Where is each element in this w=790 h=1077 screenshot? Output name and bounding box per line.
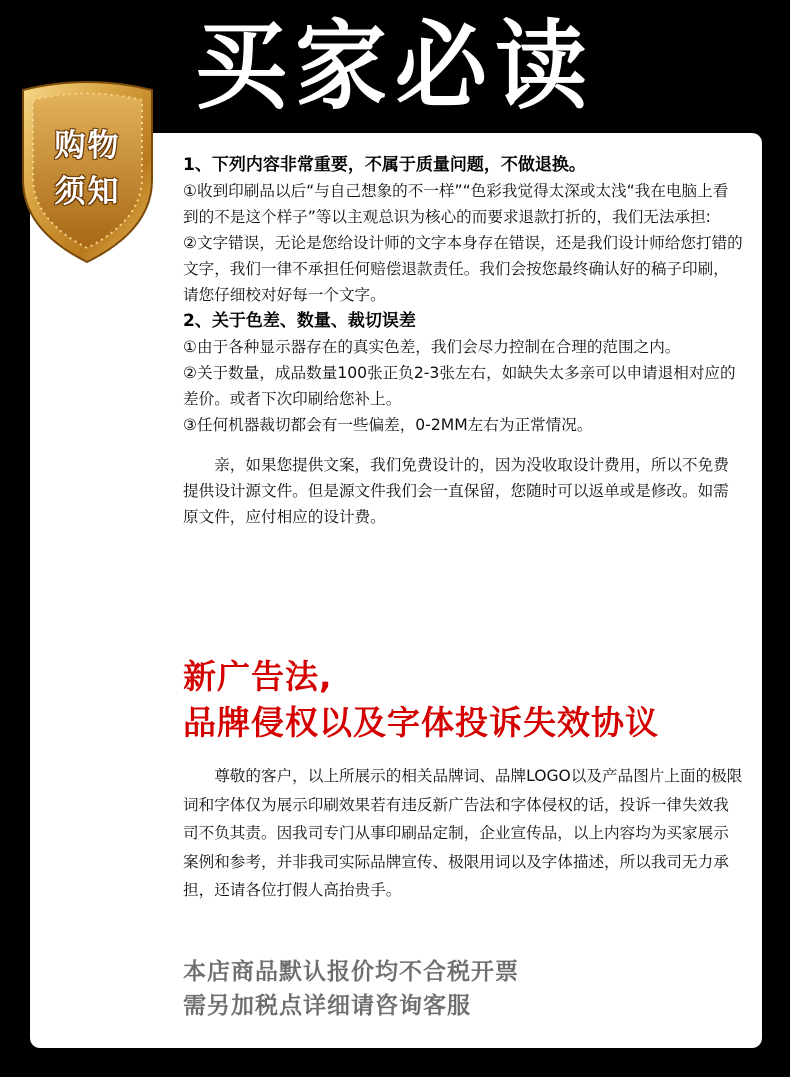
tax-note-line1: 本店商品默认报价均不合税开票 <box>183 959 519 985</box>
section2-item: ②关于数量，成品数量100张正负2-3张左右，如缺失太多亲可以申请退相对应的差价。或者下次印刷给您补上。 <box>183 364 736 408</box>
ad-law-title-line1: 新广告法, <box>183 657 333 696</box>
badge-label-line1: 购物 <box>54 128 121 164</box>
page-title: 买家必读 <box>194 10 595 123</box>
shopping-notice-badge <box>15 80 160 265</box>
section2-item: ③任何机器裁切都会有一些偏差，0-2MM左右为正常情况。 <box>183 416 593 434</box>
badge-label-line2: 须知 <box>54 174 121 210</box>
section1-heading: 1、下列内容非常重要，不属于质量问题，不做退换。 <box>183 155 586 175</box>
section2-item: ①由于各种显示器存在的真实色差，我们会尽力控制在合理的范围之内。 <box>183 338 681 356</box>
design-note: 亲，如果您提供文案，我们免费设计的，因为没收取设计费用，所以不免费提供设计源文件。但是源文件我们会一直保留，您随时可以返单或是修改。如需原文件，应付相应的设计费。 <box>183 456 729 526</box>
section2-heading: 2、关于色差、数量、裁切误差 <box>183 311 416 331</box>
section1-item: ①收到印刷品以后“与自己想象的不一样”“色彩我觉得太深或太浅“我在电脑上看到的不是这个样子”等以主观总识为核心的而要求退款打折的，我们无法承担: <box>183 182 729 226</box>
tax-note-line2: 需另加税点详细请咨询客服 <box>183 993 471 1019</box>
section1-item: ②文字错误，无论是您给设计师的文字本身存在错误，还是我们设计师给您打错的文字，我们一律不承担任何赔偿退款责任。我们会按您最终确认好的稿子印刷，请您仔细校对好每一个文字。 <box>183 234 743 304</box>
ad-law-title-line2: 品牌侵权以及字体投诉失效协议 <box>183 703 659 742</box>
notice-content <box>183 152 743 530</box>
tax-note <box>183 955 743 1023</box>
ad-law-title <box>183 654 743 746</box>
ad-law-body: 尊敬的客户，以上所展示的相关品牌词、品牌LOGO以及产品图片上面的极限词和字体仅为展示印刷效果若有违反新广告法和字体侵权的话，投诉一律失效我司不负其责。因我司专门从事印刷品定制，企业宣传品，以上内容均为买家展示案例和参考，并非我司实际品牌宣传、极限用词以及字体描述，所以我司无力承担，还请各位打假人高抬贵手。 <box>183 767 743 899</box>
